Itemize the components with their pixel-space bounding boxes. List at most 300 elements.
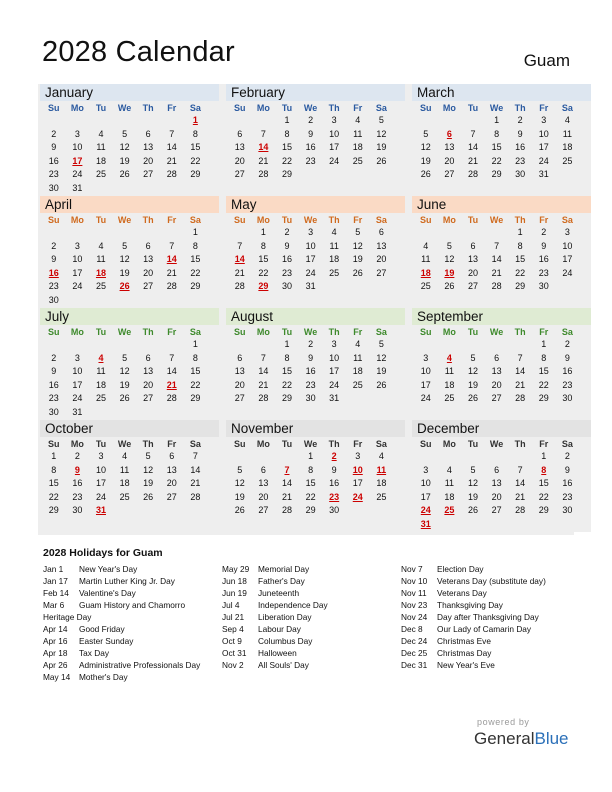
day-cell[interactable]: 30 <box>48 182 59 193</box>
day-cell[interactable]: 23 <box>538 267 549 278</box>
day-cell[interactable]: 26 <box>376 155 387 166</box>
day-cell[interactable]: 20 <box>166 478 177 489</box>
day-cell[interactable]: 17 <box>538 142 549 153</box>
day-cell[interactable]: 13 <box>143 254 154 265</box>
day-cell[interactable]: 22 <box>190 379 201 390</box>
day-cell[interactable]: 27 <box>143 169 154 180</box>
day-cell[interactable]: 21 <box>491 267 502 278</box>
day-cell[interactable]: 10 <box>72 366 83 377</box>
day-cell[interactable]: 6 <box>145 128 151 139</box>
day-cell[interactable]: 17 <box>72 155 83 166</box>
day-cell[interactable]: 16 <box>329 478 340 489</box>
day-cell[interactable]: 15 <box>190 366 201 377</box>
day-cell[interactable]: 20 <box>234 379 245 390</box>
day-cell[interactable]: 10 <box>352 464 363 475</box>
day-cell[interactable]: 5 <box>423 128 429 139</box>
day-cell[interactable]: 11 <box>353 352 363 363</box>
day-cell[interactable]: 3 <box>423 352 429 363</box>
day-cell[interactable]: 21 <box>515 379 526 390</box>
day-cell[interactable]: 28 <box>166 169 177 180</box>
day-cell[interactable]: 2 <box>308 115 314 125</box>
day-cell[interactable]: 9 <box>284 240 290 251</box>
day-cell[interactable]: 19 <box>352 254 363 265</box>
day-cell[interactable]: 4 <box>98 352 104 363</box>
day-cell[interactable]: 21 <box>234 267 245 278</box>
day-cell[interactable]: 16 <box>72 478 83 489</box>
day-cell[interactable]: 17 <box>562 254 573 265</box>
day-cell[interactable]: 23 <box>48 393 59 404</box>
day-cell[interactable]: 18 <box>444 491 455 502</box>
day-cell[interactable]: 24 <box>72 169 83 180</box>
day-cell[interactable]: 28 <box>515 393 526 404</box>
day-cell[interactable]: 29 <box>305 505 316 516</box>
day-cell[interactable]: 28 <box>234 281 245 292</box>
day-cell[interactable]: 26 <box>420 169 431 180</box>
day-cell[interactable]: 22 <box>281 155 292 166</box>
day-cell[interactable]: 22 <box>538 379 549 390</box>
day-cell[interactable]: 20 <box>143 155 154 166</box>
day-cell[interactable]: 3 <box>564 227 570 237</box>
day-cell[interactable]: 6 <box>145 240 151 251</box>
day-cell[interactable]: 4 <box>355 115 361 125</box>
day-cell[interactable]: 23 <box>305 379 316 390</box>
day-cell[interactable]: 24 <box>352 491 363 502</box>
day-cell[interactable]: 27 <box>491 505 502 516</box>
day-cell[interactable]: 23 <box>329 491 340 502</box>
day-cell[interactable]: 17 <box>420 491 431 502</box>
day-cell[interactable]: 12 <box>234 478 245 489</box>
day-cell[interactable]: 3 <box>355 451 361 461</box>
day-cell[interactable]: 14 <box>515 478 526 489</box>
day-cell[interactable]: 27 <box>143 281 154 292</box>
day-cell[interactable]: 22 <box>190 267 201 278</box>
day-cell[interactable]: 18 <box>420 267 431 278</box>
day-cell[interactable]: 5 <box>122 352 128 363</box>
day-cell[interactable]: 14 <box>515 366 526 377</box>
day-cell[interactable]: 2 <box>284 227 290 237</box>
day-cell[interactable]: 22 <box>190 155 201 166</box>
day-cell[interactable]: 14 <box>234 254 245 265</box>
day-cell[interactable]: 11 <box>376 464 387 475</box>
day-cell[interactable]: 3 <box>74 352 80 363</box>
day-cell[interactable]: 19 <box>119 155 130 166</box>
day-cell[interactable]: 27 <box>234 393 245 404</box>
day-cell[interactable]: 8 <box>494 128 500 139</box>
day-cell[interactable]: 6 <box>470 240 476 251</box>
day-cell[interactable]: 28 <box>258 393 269 404</box>
day-cell[interactable]: 4 <box>98 240 104 251</box>
day-cell[interactable]: 8 <box>308 464 314 475</box>
day-cell[interactable]: 30 <box>48 406 59 417</box>
day-cell[interactable]: 19 <box>234 491 245 502</box>
day-cell[interactable]: 11 <box>421 254 431 265</box>
day-cell[interactable]: 7 <box>517 464 523 475</box>
day-cell[interactable]: 25 <box>376 491 387 502</box>
day-cell[interactable]: 26 <box>234 505 245 516</box>
day-cell[interactable]: 27 <box>258 505 269 516</box>
day-cell[interactable]: 25 <box>444 505 455 516</box>
day-cell[interactable]: 26 <box>444 281 455 292</box>
day-cell[interactable]: 17 <box>305 254 316 265</box>
day-cell[interactable]: 16 <box>305 366 316 377</box>
day-cell[interactable]: 16 <box>48 155 59 166</box>
day-cell[interactable]: 7 <box>517 352 523 363</box>
day-cell[interactable]: 29 <box>190 169 201 180</box>
day-cell[interactable]: 20 <box>491 379 502 390</box>
day-cell[interactable]: 22 <box>258 267 269 278</box>
day-cell[interactable]: 21 <box>258 155 269 166</box>
day-cell[interactable]: 16 <box>538 254 549 265</box>
day-cell[interactable]: 19 <box>143 478 154 489</box>
day-cell[interactable]: 24 <box>329 155 340 166</box>
day-cell[interactable]: 28 <box>281 505 292 516</box>
day-cell[interactable]: 7 <box>237 240 243 251</box>
day-cell[interactable]: 27 <box>467 281 478 292</box>
day-cell[interactable]: 17 <box>72 379 83 390</box>
day-cell[interactable]: 23 <box>562 379 573 390</box>
day-cell[interactable]: 16 <box>48 267 59 278</box>
day-cell[interactable]: 18 <box>95 379 106 390</box>
day-cell[interactable]: 2 <box>331 451 337 461</box>
day-cell[interactable]: 29 <box>48 505 59 516</box>
day-cell[interactable]: 14 <box>258 142 269 153</box>
day-cell[interactable]: 28 <box>166 281 177 292</box>
day-cell[interactable]: 13 <box>376 240 387 251</box>
day-cell[interactable]: 3 <box>423 464 429 475</box>
generalblue-logo[interactable] <box>474 729 569 749</box>
day-cell[interactable]: 10 <box>420 478 431 489</box>
day-cell[interactable]: 19 <box>119 267 130 278</box>
day-cell[interactable]: 21 <box>166 379 177 390</box>
day-cell[interactable]: 14 <box>166 366 177 377</box>
day-cell[interactable]: 23 <box>281 267 292 278</box>
day-cell[interactable]: 12 <box>119 366 130 377</box>
day-cell[interactable]: 7 <box>284 464 290 475</box>
day-cell[interactable]: 8 <box>192 240 198 251</box>
day-cell[interactable]: 31 <box>95 505 106 516</box>
day-cell[interactable]: 12 <box>352 240 363 251</box>
day-cell[interactable]: 17 <box>72 267 83 278</box>
day-cell[interactable]: 5 <box>378 115 384 125</box>
day-cell[interactable]: 11 <box>119 464 130 475</box>
day-cell[interactable]: 11 <box>96 142 106 153</box>
day-cell[interactable]: 11 <box>444 478 455 489</box>
day-cell[interactable]: 5 <box>122 240 128 251</box>
day-cell[interactable]: 28 <box>190 491 201 502</box>
day-cell[interactable]: 13 <box>491 366 502 377</box>
day-cell[interactable]: 16 <box>562 478 573 489</box>
day-cell[interactable]: 21 <box>515 491 526 502</box>
day-cell[interactable]: 3 <box>74 240 80 251</box>
day-cell[interactable]: 29 <box>281 169 292 180</box>
day-cell[interactable]: 18 <box>95 267 106 278</box>
day-cell[interactable]: 9 <box>564 352 570 363</box>
day-cell[interactable]: 31 <box>72 406 83 417</box>
day-cell[interactable]: 2 <box>51 128 57 139</box>
day-cell[interactable]: 5 <box>470 464 476 475</box>
day-cell[interactable]: 6 <box>378 227 384 237</box>
day-cell[interactable]: 17 <box>420 379 431 390</box>
day-cell[interactable]: 22 <box>281 379 292 390</box>
day-cell[interactable]: 25 <box>119 491 130 502</box>
day-cell[interactable]: 18 <box>562 142 573 153</box>
day-cell[interactable]: 8 <box>541 464 547 475</box>
day-cell[interactable]: 18 <box>352 142 363 153</box>
day-cell[interactable]: 30 <box>72 505 83 516</box>
day-cell[interactable]: 27 <box>234 169 245 180</box>
day-cell[interactable]: 7 <box>470 128 476 139</box>
day-cell[interactable]: 31 <box>72 182 83 193</box>
day-cell[interactable]: 14 <box>467 142 478 153</box>
day-cell[interactable]: 6 <box>494 352 500 363</box>
day-cell[interactable]: 7 <box>169 352 175 363</box>
day-cell[interactable]: 1 <box>541 339 547 349</box>
day-cell[interactable]: 20 <box>143 267 154 278</box>
day-cell[interactable]: 13 <box>258 478 269 489</box>
day-cell[interactable]: 10 <box>420 366 431 377</box>
day-cell[interactable]: 27 <box>166 491 177 502</box>
day-cell[interactable]: 29 <box>538 393 549 404</box>
day-cell[interactable]: 8 <box>192 128 198 139</box>
day-cell[interactable]: 30 <box>538 281 549 292</box>
day-cell[interactable]: 12 <box>420 142 431 153</box>
day-cell[interactable]: 16 <box>305 142 316 153</box>
day-cell[interactable]: 14 <box>491 254 502 265</box>
day-cell[interactable]: 28 <box>515 505 526 516</box>
day-cell[interactable]: 19 <box>444 267 455 278</box>
day-cell[interactable]: 20 <box>143 379 154 390</box>
day-cell[interactable]: 2 <box>51 240 57 251</box>
day-cell[interactable]: 5 <box>470 352 476 363</box>
day-cell[interactable]: 14 <box>166 254 177 265</box>
day-cell[interactable]: 22 <box>515 267 526 278</box>
day-cell[interactable]: 29 <box>281 393 292 404</box>
day-cell[interactable]: 2 <box>517 115 523 125</box>
day-cell[interactable]: 4 <box>122 451 128 461</box>
day-cell[interactable]: 25 <box>329 267 340 278</box>
day-cell[interactable]: 21 <box>190 478 201 489</box>
day-cell[interactable]: 1 <box>308 451 314 461</box>
day-cell[interactable]: 3 <box>98 451 104 461</box>
day-cell[interactable]: 24 <box>95 491 106 502</box>
day-cell[interactable]: 10 <box>72 142 83 153</box>
day-cell[interactable]: 26 <box>119 393 130 404</box>
day-cell[interactable]: 20 <box>234 155 245 166</box>
day-cell[interactable]: 25 <box>95 169 106 180</box>
day-cell[interactable]: 5 <box>378 339 384 349</box>
day-cell[interactable]: 23 <box>48 169 59 180</box>
day-cell[interactable]: 3 <box>331 115 337 125</box>
day-cell[interactable]: 15 <box>515 254 526 265</box>
day-cell[interactable]: 7 <box>260 352 266 363</box>
day-cell[interactable]: 25 <box>95 281 106 292</box>
day-cell[interactable]: 29 <box>538 505 549 516</box>
day-cell[interactable]: 10 <box>305 240 316 251</box>
day-cell[interactable]: 31 <box>305 281 316 292</box>
day-cell[interactable]: 23 <box>515 155 526 166</box>
day-cell[interactable]: 18 <box>119 478 130 489</box>
day-cell[interactable]: 25 <box>352 155 363 166</box>
day-cell[interactable]: 21 <box>166 267 177 278</box>
day-cell[interactable]: 1 <box>284 339 290 349</box>
day-cell[interactable]: 16 <box>562 366 573 377</box>
day-cell[interactable]: 12 <box>119 142 130 153</box>
day-cell[interactable]: 12 <box>376 352 387 363</box>
day-cell[interactable]: 7 <box>260 128 266 139</box>
day-cell[interactable]: 4 <box>98 128 104 139</box>
day-cell[interactable]: 11 <box>444 366 455 377</box>
day-cell[interactable]: 26 <box>376 379 387 390</box>
day-cell[interactable]: 29 <box>258 281 269 292</box>
day-cell[interactable]: 3 <box>74 128 80 139</box>
day-cell[interactable]: 19 <box>376 142 387 153</box>
day-cell[interactable]: 30 <box>305 393 316 404</box>
day-cell[interactable]: 7 <box>169 128 175 139</box>
day-cell[interactable]: 9 <box>541 240 547 251</box>
day-cell[interactable]: 20 <box>467 267 478 278</box>
day-cell[interactable]: 11 <box>96 254 106 265</box>
day-cell[interactable]: 5 <box>122 128 128 139</box>
day-cell[interactable]: 15 <box>190 254 201 265</box>
day-cell[interactable]: 13 <box>234 366 245 377</box>
day-cell[interactable]: 23 <box>72 491 83 502</box>
day-cell[interactable]: 19 <box>420 155 431 166</box>
day-cell[interactable]: 26 <box>119 169 130 180</box>
day-cell[interactable]: 8 <box>260 240 266 251</box>
day-cell[interactable]: 5 <box>145 451 151 461</box>
day-cell[interactable]: 22 <box>48 491 59 502</box>
day-cell[interactable]: 20 <box>258 491 269 502</box>
day-cell[interactable]: 12 <box>467 366 478 377</box>
day-cell[interactable]: 24 <box>72 393 83 404</box>
day-cell[interactable]: 2 <box>51 352 57 363</box>
day-cell[interactable]: 30 <box>281 281 292 292</box>
day-cell[interactable]: 5 <box>355 227 361 237</box>
day-cell[interactable]: 12 <box>467 478 478 489</box>
day-cell[interactable]: 4 <box>331 227 337 237</box>
day-cell[interactable]: 4 <box>423 240 429 251</box>
day-cell[interactable]: 25 <box>562 155 573 166</box>
day-cell[interactable]: 13 <box>143 142 154 153</box>
day-cell[interactable]: 1 <box>192 115 198 125</box>
day-cell[interactable]: 26 <box>143 491 154 502</box>
day-cell[interactable]: 9 <box>51 366 57 377</box>
day-cell[interactable]: 27 <box>444 169 455 180</box>
day-cell[interactable]: 15 <box>48 478 59 489</box>
day-cell[interactable]: 30 <box>329 505 340 516</box>
day-cell[interactable]: 10 <box>95 464 106 475</box>
day-cell[interactable]: 22 <box>538 491 549 502</box>
day-cell[interactable]: 18 <box>444 379 455 390</box>
day-cell[interactable]: 30 <box>562 505 573 516</box>
day-cell[interactable]: 20 <box>491 491 502 502</box>
day-cell[interactable]: 9 <box>517 128 523 139</box>
day-cell[interactable]: 28 <box>166 393 177 404</box>
day-cell[interactable]: 9 <box>308 128 314 139</box>
day-cell[interactable]: 26 <box>467 505 478 516</box>
day-cell[interactable]: 9 <box>51 254 57 265</box>
day-cell[interactable]: 26 <box>352 267 363 278</box>
day-cell[interactable]: 1 <box>192 227 198 237</box>
day-cell[interactable]: 24 <box>329 379 340 390</box>
day-cell[interactable]: 29 <box>190 281 201 292</box>
day-cell[interactable]: 10 <box>538 128 549 139</box>
day-cell[interactable]: 15 <box>491 142 502 153</box>
day-cell[interactable]: 4 <box>378 451 384 461</box>
day-cell[interactable]: 18 <box>376 478 387 489</box>
day-cell[interactable]: 6 <box>494 464 500 475</box>
day-cell[interactable]: 22 <box>305 491 316 502</box>
day-cell[interactable]: 25 <box>444 393 455 404</box>
day-cell[interactable]: 27 <box>376 267 387 278</box>
day-cell[interactable]: 3 <box>331 339 337 349</box>
day-cell[interactable]: 11 <box>353 128 363 139</box>
day-cell[interactable]: 21 <box>258 379 269 390</box>
day-cell[interactable]: 13 <box>166 464 177 475</box>
day-cell[interactable]: 10 <box>329 128 340 139</box>
day-cell[interactable]: 5 <box>237 464 243 475</box>
day-cell[interactable]: 9 <box>51 142 57 153</box>
day-cell[interactable]: 28 <box>467 169 478 180</box>
day-cell[interactable]: 19 <box>467 491 478 502</box>
day-cell[interactable]: 6 <box>260 464 266 475</box>
day-cell[interactable]: 16 <box>281 254 292 265</box>
day-cell[interactable]: 17 <box>352 478 363 489</box>
day-cell[interactable]: 4 <box>446 352 452 363</box>
day-cell[interactable]: 8 <box>192 352 198 363</box>
day-cell[interactable]: 22 <box>491 155 502 166</box>
day-cell[interactable]: 1 <box>260 227 266 237</box>
day-cell[interactable]: 7 <box>169 240 175 251</box>
day-cell[interactable]: 12 <box>119 254 130 265</box>
day-cell[interactable]: 10 <box>72 254 83 265</box>
day-cell[interactable]: 12 <box>376 128 387 139</box>
day-cell[interactable]: 27 <box>143 393 154 404</box>
day-cell[interactable]: 4 <box>355 339 361 349</box>
day-cell[interactable]: 1 <box>517 227 523 237</box>
day-cell[interactable]: 1 <box>541 451 547 461</box>
day-cell[interactable]: 8 <box>541 352 547 363</box>
day-cell[interactable]: 2 <box>308 339 314 349</box>
day-cell[interactable]: 23 <box>305 155 316 166</box>
day-cell[interactable]: 19 <box>467 379 478 390</box>
day-cell[interactable]: 20 <box>444 155 455 166</box>
day-cell[interactable]: 13 <box>467 254 478 265</box>
day-cell[interactable]: 11 <box>96 366 106 377</box>
day-cell[interactable]: 23 <box>562 491 573 502</box>
day-cell[interactable]: 3 <box>308 227 314 237</box>
day-cell[interactable]: 8 <box>517 240 523 251</box>
day-cell[interactable]: 8 <box>284 128 290 139</box>
day-cell[interactable]: 25 <box>420 281 431 292</box>
day-cell[interactable]: 15 <box>281 366 292 377</box>
day-cell[interactable]: 9 <box>331 464 337 475</box>
day-cell[interactable]: 19 <box>119 379 130 390</box>
day-cell[interactable]: 12 <box>444 254 455 265</box>
day-cell[interactable]: 7 <box>494 240 500 251</box>
day-cell[interactable]: 14 <box>166 142 177 153</box>
day-cell[interactable]: 31 <box>420 518 431 529</box>
day-cell[interactable]: 31 <box>329 393 340 404</box>
day-cell[interactable]: 18 <box>352 366 363 377</box>
day-cell[interactable]: 21 <box>166 155 177 166</box>
day-cell[interactable]: 2 <box>74 451 80 461</box>
day-cell[interactable]: 27 <box>491 393 502 404</box>
day-cell[interactable]: 2 <box>541 227 547 237</box>
day-cell[interactable]: 13 <box>234 142 245 153</box>
day-cell[interactable]: 6 <box>446 128 452 139</box>
day-cell[interactable]: 12 <box>143 464 154 475</box>
